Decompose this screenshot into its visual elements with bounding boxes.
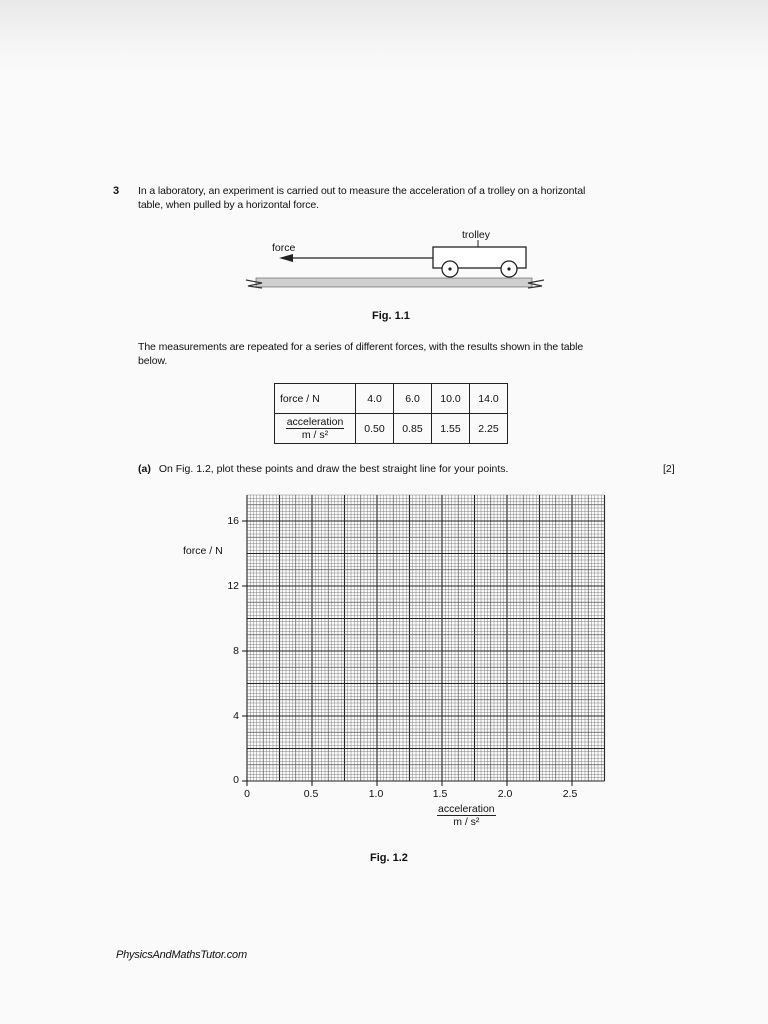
- force-header: force / N: [275, 384, 356, 414]
- fig-1-2-caption: Fig. 1.2: [370, 852, 408, 864]
- x-tick-label: 0.5: [303, 788, 319, 800]
- force-label: force: [272, 242, 296, 254]
- force-value: 10.0: [432, 384, 470, 414]
- acceleration-header-label: acceleration: [286, 416, 344, 428]
- x-axis-label-text: acceleration: [438, 803, 495, 815]
- measurements-line2: below.: [138, 355, 168, 367]
- x-tick-label: 0: [244, 788, 250, 800]
- force-value: 6.0: [394, 384, 432, 414]
- question-intro-line2: table, when pulled by a horizontal force.: [138, 199, 319, 211]
- acceleration-value: 0.50: [356, 414, 394, 444]
- part-a-label: (a): [138, 463, 151, 475]
- x-tick-label: 1.0: [368, 788, 384, 800]
- x-axis-label-unit: m / s²: [453, 816, 480, 828]
- y-tick-label: 8: [233, 645, 239, 657]
- force-value: 14.0: [470, 384, 508, 414]
- question-intro-line1: In a laboratory, an experiment is carried out to measure the acceleration of a trolley on a horizontal: [138, 185, 586, 197]
- y-axis-label: force / N: [183, 545, 223, 557]
- force-value: 4.0: [356, 384, 394, 414]
- x-axis-label: [437, 803, 496, 828]
- question-number: 3: [113, 185, 120, 197]
- y-tick-label: 0: [233, 774, 239, 786]
- acceleration-value: 0.85: [394, 414, 432, 444]
- y-tick-label: 16: [227, 515, 239, 527]
- footer-source: PhysicsAndMathsTutor.com: [116, 949, 247, 961]
- x-tick-label: 1.5: [432, 788, 448, 800]
- acceleration-value: 2.25: [470, 414, 508, 444]
- acceleration-value: 1.55: [432, 414, 470, 444]
- x-tick-label: 2.5: [562, 788, 578, 800]
- part-a-marks: [2]: [663, 463, 675, 475]
- acceleration-header-unit: m / s²: [301, 429, 329, 441]
- y-tick-label: 4: [233, 710, 239, 722]
- x-tick-label: 2.0: [497, 788, 513, 800]
- trolley-label: trolley: [462, 229, 491, 241]
- y-tick-label: 12: [227, 580, 239, 592]
- fig-1-1-caption: Fig. 1.1: [372, 310, 410, 322]
- measurements-line1: The measurements are repeated for a series of different forces, with the results shown in the table: [138, 341, 584, 353]
- part-a-text: On Fig. 1.2, plot these points and draw the best straight line for your points.: [158, 463, 509, 475]
